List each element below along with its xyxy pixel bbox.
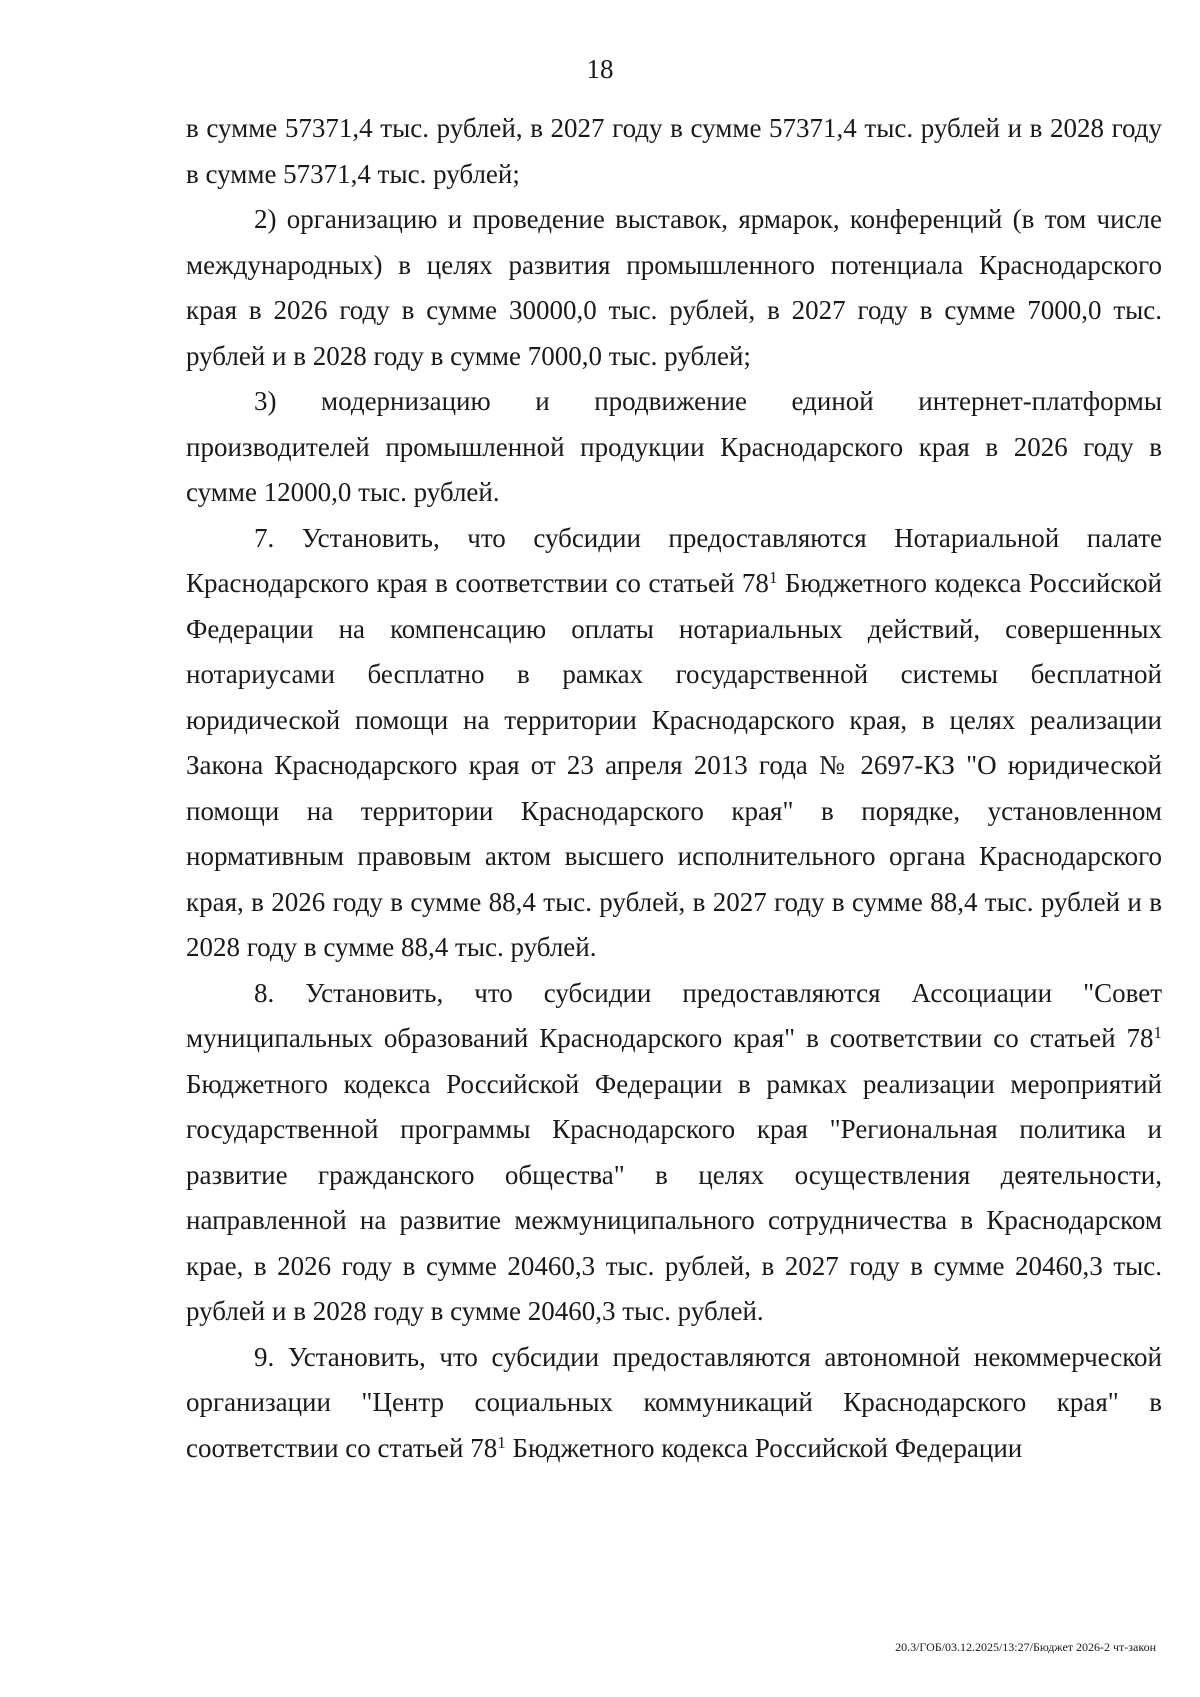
page-number: 18 <box>586 54 614 84</box>
article-superscript: 1 <box>1153 1023 1162 1042</box>
document-footer-code: 20.3/ГОБ/03.12.2025/13:27/Бюджет 2026-2 чт-закон <box>895 1640 1156 1654</box>
clause-8-text-end: Бюджетного кодекса Российской Федерации в рамках реализации мероприятий государственной программы Краснодарского края "Региональная политика и развитие гражданского общества" в целях осуществления деятельности, направленной на развитие межмуниципального сотрудничества в Краснодарском крае, в 2026 году в сумме 20460,3 тыс. рублей, в 2027 году в сумме 20460,3 тыс. рублей и в 2028 году в сумме 20460,3 тыс. рублей. <box>186 1068 1162 1326</box>
clause-7-text-start: 7. Установить, что субсидии предоставляются Нотариальной палате Краснодарского края в соответствии со статьей 78 <box>186 522 1162 598</box>
article-superscript: 1 <box>768 568 778 587</box>
paragraph-item-3: 3) модернизацию и продвижение единой интернет-платформы производителей промышленной продукции Краснодарского края в 2026 году в сумме 12000,0 тыс. рублей. <box>186 386 1162 507</box>
paragraph-item-2: 2) организацию и проведение выставок, ярмарок, конференций (в том числе международных) в целях развития промышленного потенциала Краснодарского края в 2026 году в сумме 30000,0 тыс. рублей, в 2027 году в сумме 7000,0 тыс. рублей и в 2028 году в сумме 7000,0 тыс. рублей; <box>186 204 1162 371</box>
paragraph-clause-7 <box>186 516 1162 971</box>
document-body <box>186 106 1162 1471</box>
article-superscript: 1 <box>497 1432 506 1452</box>
clause-9-text-start: 9. Установить, что субсидии предоставляются автономной некоммерческой организации "Центр социальных коммуникаций Краснодарского края" в соответствии со статьей 78 <box>186 1341 1162 1463</box>
paragraph-clause-9 <box>186 1335 1162 1472</box>
clause-9-text-end: Бюджетного кодекса Российской Федерации <box>505 1432 1023 1463</box>
clause-7-text-end: Бюджетного кодекса Российской Федерации на компенсацию оплаты нотариальных действий, совершенных нотариусами бесплатно в рамках государственной системы бесплатной юридической помощи на территории Краснодарского края, в целях реализации Закона Краснодарского края от 23 апреля 2013 года № 2697-КЗ "О юридической помощи на территории Краснодарского края" в порядке, установленном нормативным правовым актом высшего исполнительного органа Краснодарского края, в 2026 году в сумме 88,4 тыс. рублей, в 2027 году в сумме 88,4 тыс. рублей и в 2028 году в сумме 88,4 тыс. рублей. <box>186 568 1162 962</box>
paragraph-continuation: в сумме 57371,4 тыс. рублей, в 2027 году в сумме 57371,4 тыс. рублей и в 2028 году в сумме 57371,4 тыс. рублей; <box>186 113 1162 189</box>
clause-8-text-start: 8. Установить, что субсидии предоставляются Ассоциации "Совет муниципальных образований Краснодарского края" в соответствии со статьей 78 <box>186 977 1162 1053</box>
paragraph-clause-8 <box>186 971 1162 1335</box>
